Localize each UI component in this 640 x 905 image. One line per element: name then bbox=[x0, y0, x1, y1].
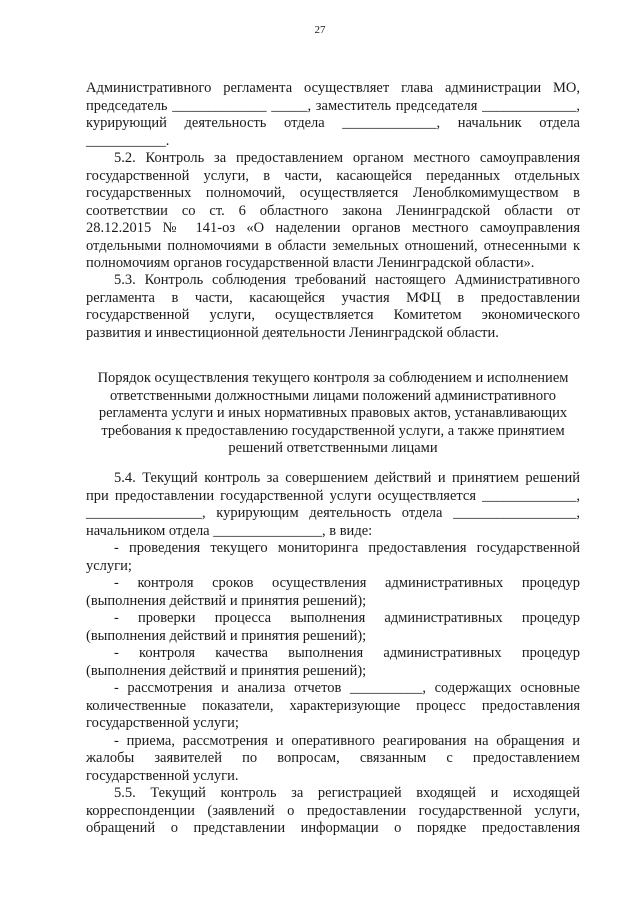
text-line: (выполнения действий и принятия решений); bbox=[86, 627, 367, 644]
text-line: государственной услуги, осуществляется Комитетом экономического bbox=[86, 307, 580, 323]
heading-line: регламента услуги и иных нормативных правовых актов, устанавливающих bbox=[98, 405, 568, 421]
text-line: соответствии со ст. 6 областного закона Ленинградской области от bbox=[86, 202, 580, 219]
text-line: 28.12.2015 № 141-оз «О наделении органов местного самоуправления bbox=[86, 220, 580, 236]
text-line: курирующий деятельность отдела _____________, начальник отдела bbox=[86, 115, 580, 131]
text-line: председатель _____________ _____, заместитель председателя _____________, bbox=[86, 97, 580, 114]
list-item bbox=[86, 645, 580, 680]
text-line: количественные показатели, характеризующие процесс предоставления bbox=[86, 697, 580, 714]
paragraph-5-2 bbox=[86, 150, 580, 273]
heading-line: требования к предоставлению государственной услуги, а также принятием bbox=[101, 422, 565, 439]
text-line: (выполнения действий и принятия решений); bbox=[86, 592, 367, 609]
paragraph-5-1-continuation bbox=[86, 80, 580, 150]
text-line: Административного регламента осуществляет глава администрации МО, bbox=[86, 80, 580, 96]
text-line: корреспонденции (заявлений о предоставлении государственной услуги, bbox=[86, 802, 580, 819]
paragraph-continuation bbox=[86, 80, 580, 150]
text-line: 5.2. Контроль за предоставлением органом местного самоуправления bbox=[114, 150, 580, 166]
text-line: государственных полномочий, осуществляется Леноблкомимуществом в bbox=[86, 185, 580, 201]
text-line: ________________, курирующим деятельность отдела _________________, bbox=[86, 505, 580, 521]
list-item bbox=[86, 610, 580, 645]
text-line: государственной услуги. bbox=[86, 767, 239, 784]
text-line: (выполнения действий и принятия решений); bbox=[86, 662, 367, 679]
list-item bbox=[86, 575, 580, 610]
text-line: 5.5. Текущий контроль за регистрацией входящей и исходящей bbox=[114, 785, 580, 801]
text-line: - проведения текущего мониторинга предоставления государственной bbox=[114, 540, 580, 556]
text-line: обращений о представлении информации о порядке предоставления bbox=[86, 820, 580, 836]
text-line: жалобы заявителей по вопросам, связанным с предоставлением bbox=[86, 750, 580, 766]
text-line: услуги; bbox=[86, 557, 132, 574]
text-line: начальником отдела _______________, в виде: bbox=[86, 522, 373, 539]
list-item bbox=[86, 680, 580, 733]
heading-line: ответственными должностными лицами положений административного bbox=[110, 387, 556, 404]
text-line: при предоставлении государственной услуги осуществляется _____________, bbox=[86, 487, 580, 504]
heading-line: Порядок осуществления текущего контроля за соблюдением и исполнением bbox=[97, 370, 569, 386]
section-heading bbox=[86, 370, 580, 458]
text-line: - контроля сроков осуществления административных процедур bbox=[114, 575, 580, 591]
text-line: регламента в части, касающейся участия МФЦ в предоставлении bbox=[86, 289, 580, 306]
paragraph-5-4 bbox=[86, 470, 580, 838]
text-line: - контроля качества выполнения административных процедур bbox=[114, 645, 580, 661]
text-line: - рассмотрения и анализа отчетов __________, содержащих основные bbox=[114, 680, 580, 696]
text-line: 5.3. Контроль соблюдения требований настоящего Административного bbox=[114, 272, 580, 288]
list-item bbox=[86, 540, 580, 575]
text-line: полномочиям органов государственной власти Ленинградской области». bbox=[86, 255, 535, 271]
text-line: отдельными полномочиями в области земельных отношений, отнесенными к bbox=[86, 237, 580, 254]
text-line: - приема, рассмотрения и оперативного реагирования на обращения и bbox=[114, 732, 580, 749]
list-item bbox=[86, 733, 580, 786]
text-line: - проверки процесса выполнения административных процедур bbox=[114, 610, 580, 626]
heading-line: решений ответственными лицами bbox=[228, 440, 438, 456]
text-line: 5.4. Текущий контроль за совершением действий и принятием решений bbox=[114, 470, 580, 486]
paragraph-5-5 bbox=[86, 785, 580, 838]
text-line: государственной услуги; bbox=[86, 715, 239, 731]
text-line: ___________. bbox=[86, 132, 170, 149]
text-line: государственной услуги, в части, касающейся переданных отдельных bbox=[86, 167, 580, 184]
text-line: развития и инвестиционной деятельности Ленинградской области. bbox=[86, 324, 499, 341]
page-number: 27 bbox=[314, 24, 326, 36]
paragraph-5-3 bbox=[86, 272, 580, 342]
